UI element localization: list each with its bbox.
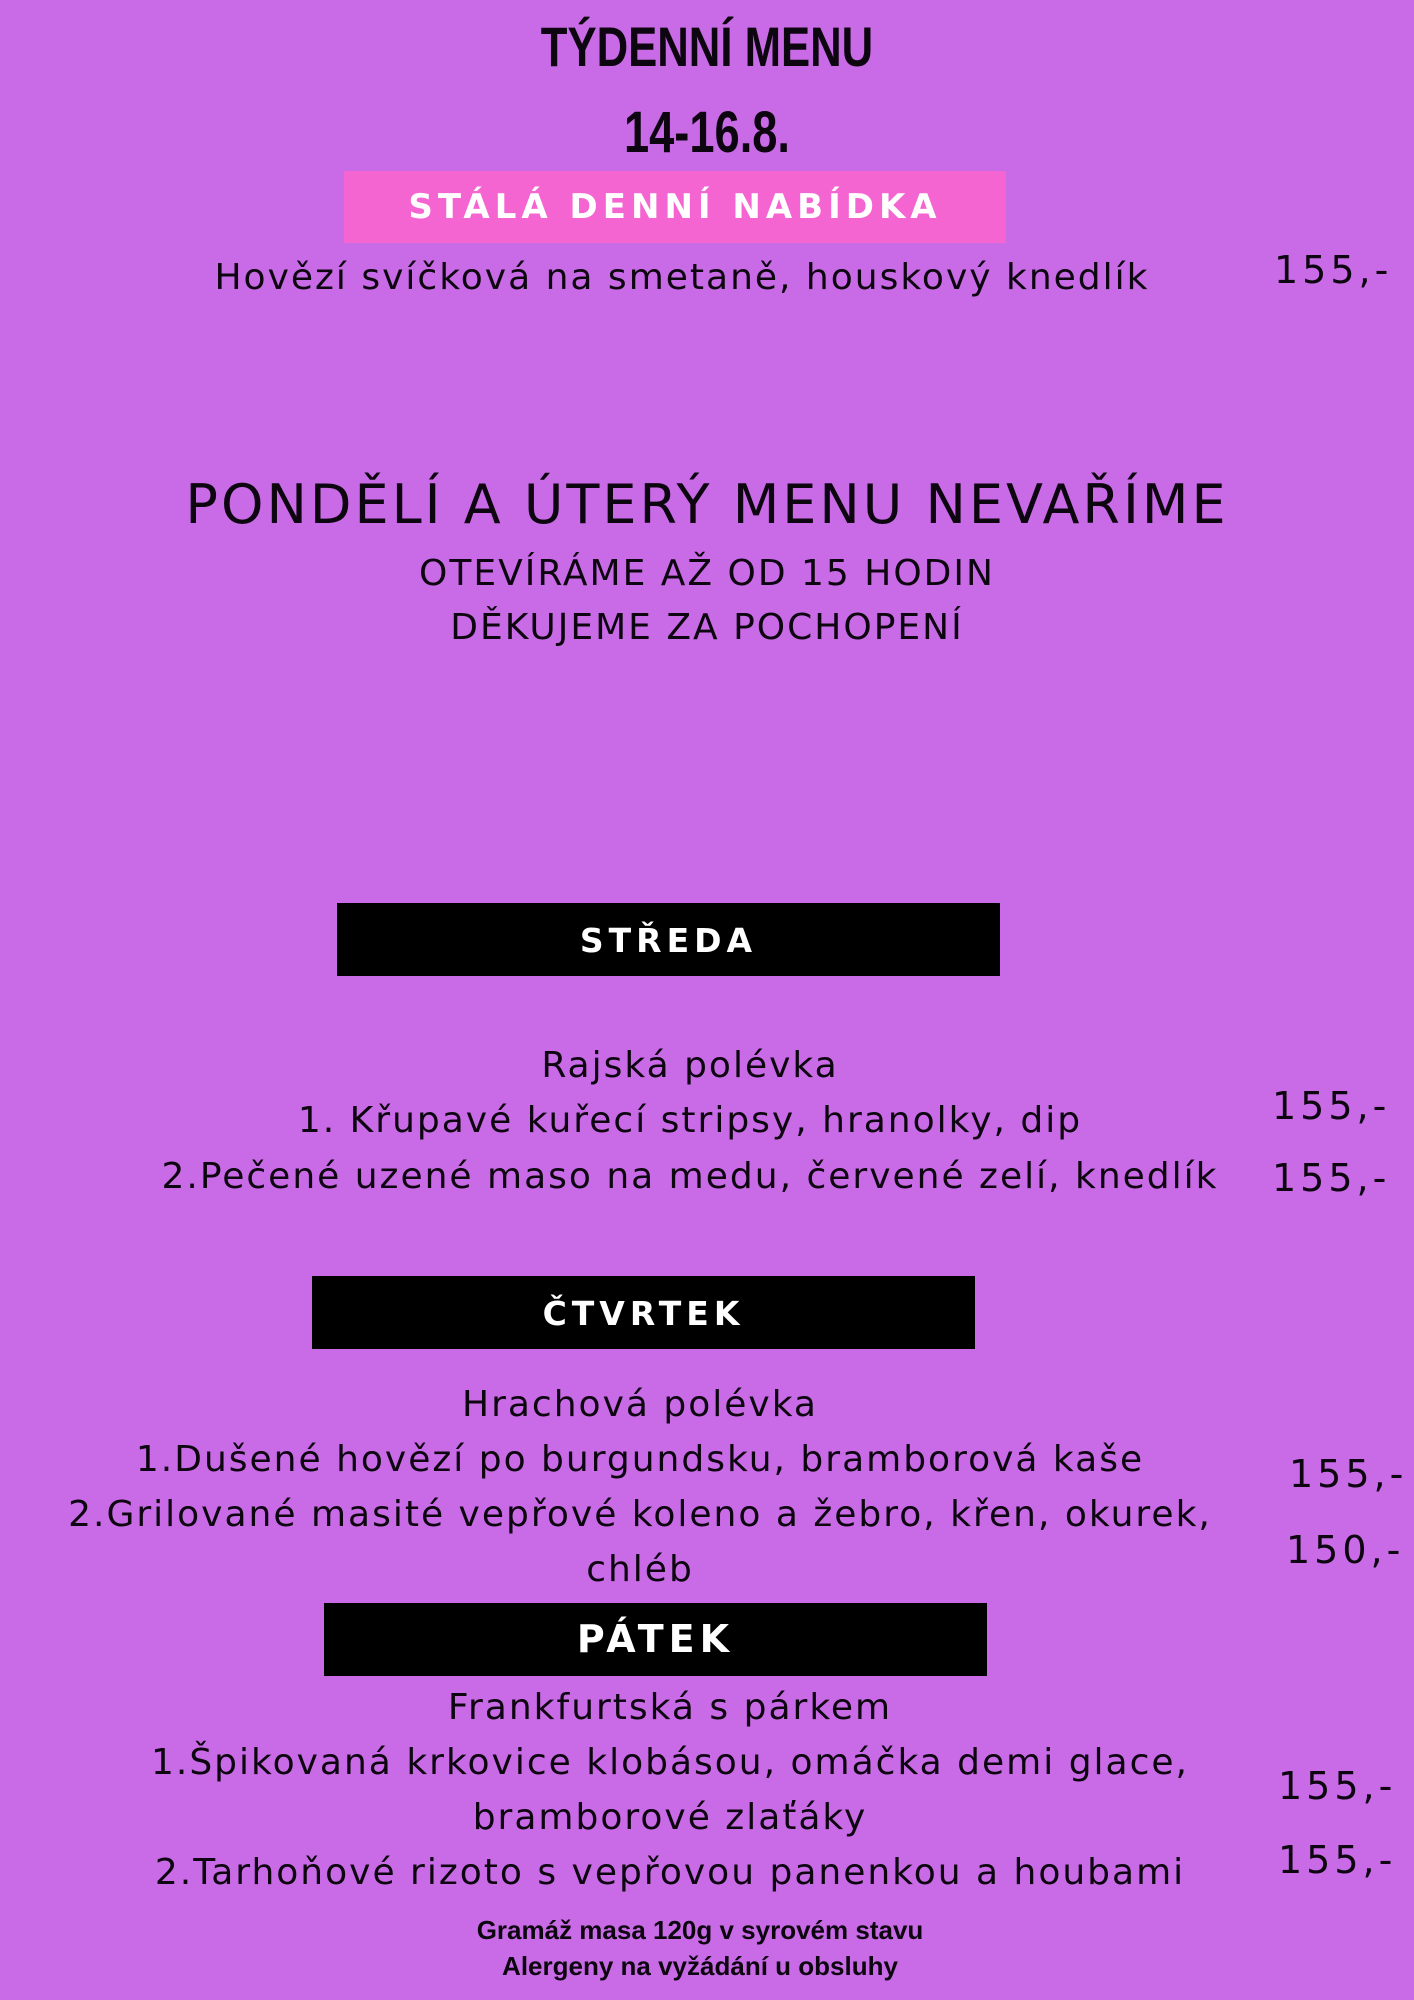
notice-headline: PONDĚLÍ A ÚTERÝ MENU NEVAŘÍME xyxy=(185,473,1229,536)
thursday-item-2-price: 150,- xyxy=(1286,1528,1405,1572)
footer-allergens: Alergeny na vyžádání u obsluhy xyxy=(502,1951,898,1981)
daily-offer-banner: STÁLÁ DENNÍ NABÍDKA xyxy=(344,171,1006,243)
thursday-soup: Hrachová polévka xyxy=(462,1384,818,1425)
thursday-item-2-line-2: chléb xyxy=(586,1549,694,1590)
wednesday-item-2: 2.Pečené uzené maso na medu, červené zelí, knedlík xyxy=(161,1156,1219,1197)
wednesday-item-1-price: 155,- xyxy=(1272,1084,1391,1128)
friday-item-1-price: 155,- xyxy=(1278,1764,1397,1808)
notice-line-2: DĚKUJEME ZA POCHOPENÍ xyxy=(450,607,964,648)
friday-item-2: 2.Tarhoňové rizoto s vepřovou panenkou a houbami xyxy=(154,1852,1186,1893)
thursday-item-1: 1.Dušené hovězí po burgundsku, bramborová kaše xyxy=(135,1439,1145,1480)
friday-banner: PÁTEK xyxy=(324,1603,987,1676)
thursday-item-1-price: 155,- xyxy=(1289,1452,1408,1496)
wednesday-banner: STŘEDA xyxy=(337,903,1000,976)
wednesday-soup: Rajská polévka xyxy=(541,1045,839,1086)
friday-soup: Frankfurtská s párkem xyxy=(447,1687,893,1728)
daily-offer-item: Hovězí svíčková na smetaně, houskový knedlík xyxy=(214,257,1150,298)
daily-offer-price: 155,- xyxy=(1274,248,1393,292)
wednesday-item-2-price: 155,- xyxy=(1272,1156,1391,1200)
thursday-banner: ČTVRTEK xyxy=(312,1276,975,1349)
friday-item-2-price: 155,- xyxy=(1278,1838,1397,1882)
thursday-item-2-line-1: 2.Grilované masité vepřové koleno a žebro, křen, okurek, xyxy=(68,1494,1212,1535)
wednesday-item-1: 1. Křupavé kuřecí stripsy, hranolky, dip xyxy=(297,1100,1083,1141)
friday-item-1-line-1: 1.Špikovaná krkovice klobásou, omáčka demi glace, xyxy=(150,1742,1189,1783)
friday-item-1-line-2: bramborové zlaťáky xyxy=(472,1797,868,1838)
menu-dates: 14-16.8. xyxy=(623,100,790,165)
menu-title: TÝDENNÍ MENU xyxy=(540,15,874,78)
notice-line-1: OTEVÍRÁME AŽ OD 15 HODIN xyxy=(419,553,995,594)
footer-meat-weight: Gramáž masa 120g v syrovém stavu xyxy=(476,1915,924,1945)
